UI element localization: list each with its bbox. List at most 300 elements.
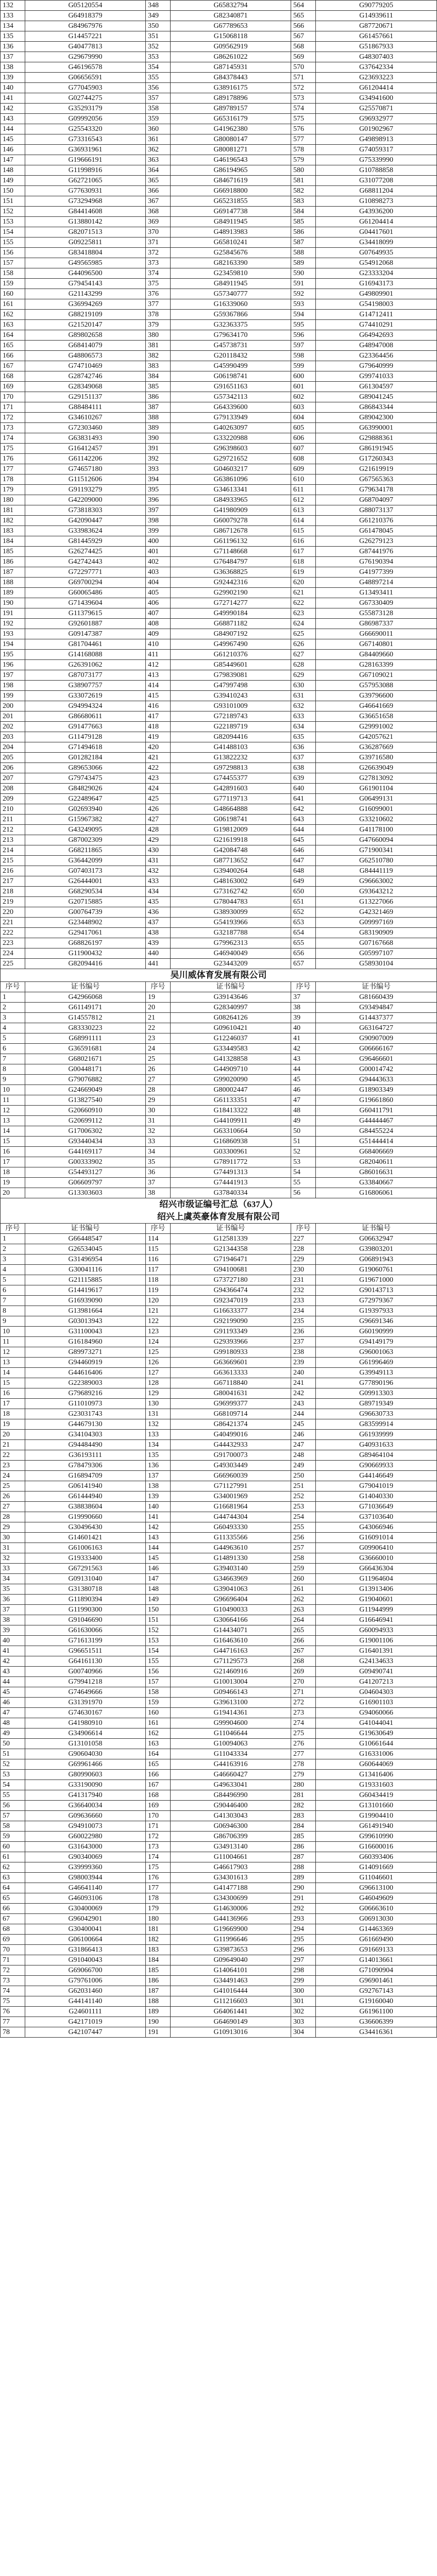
certificate-number: G41044041: [316, 1718, 437, 1728]
certificate-number: G68811204: [316, 186, 437, 196]
row-number: 174: [146, 1852, 171, 1862]
row-number: 431: [146, 856, 171, 866]
certificate-number: G79634178: [316, 485, 437, 495]
certificate-number: G41328858: [171, 1054, 291, 1064]
certificate-number: G11046644: [171, 1728, 291, 1739]
row-number: 389: [146, 423, 171, 433]
table-row: [1, 1708, 437, 1718]
header-num: 序号: [146, 1224, 171, 1234]
table-row: [1, 227, 437, 238]
certificate-number: G63310664: [171, 1126, 291, 1137]
row-number: 399: [146, 526, 171, 536]
row-number: 59: [1, 1832, 25, 1842]
certificate-number: G60393406: [316, 1852, 437, 1862]
certificate-number: G54193966: [171, 918, 291, 928]
table-row: [1, 784, 437, 794]
table-row: [1, 495, 437, 505]
certificate-number: G81660439: [316, 992, 437, 1003]
certificate-number: G19414361: [171, 1708, 291, 1718]
row-number: 46: [1, 1698, 25, 1708]
certificate-number: G03013943: [25, 1316, 146, 1327]
table-row: [1, 1306, 437, 1316]
header-cert: 证书编号: [25, 982, 146, 992]
certificate-number: G74410291: [316, 320, 437, 330]
certificate-number: G38930099: [171, 907, 291, 918]
certificate-number: G16943173: [316, 279, 437, 289]
certificate-number: G48947008: [316, 341, 437, 351]
row-number: 2: [1, 1003, 25, 1013]
certificate-number: G55873128: [316, 608, 437, 619]
row-number: 24: [1, 1471, 25, 1481]
table-row: [1, 42, 437, 52]
certificate-number: G91046690: [25, 1615, 146, 1625]
table-row: [1, 392, 437, 402]
row-number: 600: [291, 371, 316, 382]
certificate-number: G09466143: [171, 1687, 291, 1698]
certificate-number: G89464104: [316, 1450, 437, 1461]
certificate-number: G34610267: [25, 413, 146, 423]
table-row: [1, 330, 437, 341]
row-number: 268: [291, 1656, 316, 1667]
row-number: 358: [146, 104, 171, 114]
table-row: [1, 588, 437, 598]
row-number: 413: [146, 670, 171, 681]
row-number: 27: [1, 1502, 25, 1512]
row-number: 238: [291, 1347, 316, 1358]
row-number: 598: [291, 351, 316, 361]
certificate-number: G89802658: [25, 330, 146, 341]
row-number: 353: [146, 52, 171, 62]
certificate-number: G37840334: [171, 1188, 291, 1198]
row-number: 644: [291, 825, 316, 835]
certificate-number: G20118432: [171, 351, 291, 361]
row-number: 161: [146, 1718, 171, 1728]
certificate-number: G92601887: [25, 619, 146, 629]
table-row: [1, 258, 437, 268]
row-number: 134: [146, 1440, 171, 1450]
certificate-number: G61457661: [316, 31, 437, 42]
row-number: 54: [291, 1167, 316, 1178]
section-title: 绍兴上虞英豪体育发展有限公司: [0, 1211, 437, 1223]
certificate-number: G46617903: [171, 1862, 291, 1873]
certificate-number: G73316543: [25, 134, 146, 145]
table-row: [1, 1255, 437, 1265]
table-row: [1, 433, 437, 444]
certificate-number: G49967490: [171, 639, 291, 650]
row-number: 228: [291, 1244, 316, 1255]
table-row: [1, 794, 437, 804]
certificate-number: G63990001: [316, 423, 437, 433]
section-title: 绍兴市级证编号汇总（637人）: [0, 1198, 437, 1211]
row-number: 601: [291, 382, 316, 392]
certificate-number: G72714277: [171, 598, 291, 608]
table-row: [1, 1512, 437, 1522]
certificate-number: G77045903: [25, 83, 146, 93]
certificate-number: G48897214: [316, 578, 437, 588]
certificate-number: G29417061: [25, 928, 146, 938]
certificate-number: G06946300: [171, 1821, 291, 1832]
certificate-number: G28163399: [316, 660, 437, 670]
certificate-number: G21143299: [25, 289, 146, 299]
row-number: 137: [1, 52, 25, 62]
certificate-number: G23031743: [25, 1409, 146, 1419]
certificate-number: G05120554: [25, 1, 146, 11]
certificate-number: G89178896: [171, 93, 291, 104]
certificate-number: G09490741: [316, 1667, 437, 1677]
certificate-number: G20660910: [25, 1106, 146, 1116]
row-number: 619: [291, 567, 316, 578]
row-number: 252: [291, 1492, 316, 1502]
table-row: [1, 134, 437, 145]
row-number: 377: [146, 299, 171, 310]
certificate-number: G79743475: [25, 773, 146, 784]
row-number: 368: [146, 207, 171, 217]
certificate-number: G39410243: [171, 691, 291, 701]
certificate-number: G41016444: [171, 1986, 291, 1996]
row-number: 405: [146, 588, 171, 598]
table-row: [1, 464, 437, 474]
row-number: 224: [1, 948, 25, 959]
table-row: [1, 1419, 437, 1430]
table-row: [1, 1924, 437, 1935]
table-row: [1, 639, 437, 650]
certificate-number: G64918379: [25, 11, 146, 21]
table-row: [1, 1265, 437, 1275]
row-number: 160: [1, 289, 25, 299]
certificate-number: G16901103: [316, 1698, 437, 1708]
certificate-number: G32187788: [171, 928, 291, 938]
row-number: 439: [146, 938, 171, 948]
row-number: 577: [291, 134, 316, 145]
certificate-number: G74710469: [25, 361, 146, 371]
row-number: 180: [146, 1914, 171, 1924]
table-row: [1, 1801, 437, 1811]
certificate-number: G67565363: [316, 474, 437, 485]
certificate-number: G40263097: [171, 423, 291, 433]
row-number: 419: [146, 732, 171, 742]
row-number: 244: [291, 1409, 316, 1419]
certificate-number: G14064101: [171, 1965, 291, 1976]
row-number: 234: [291, 1306, 316, 1316]
row-number: 147: [1, 155, 25, 165]
row-number: 632: [291, 701, 316, 711]
certificate-number: G14939611: [316, 11, 437, 21]
row-number: 27: [146, 1075, 171, 1085]
table-row: [1, 371, 437, 382]
row-number: 135: [146, 1450, 171, 1461]
row-number: 625: [291, 629, 316, 639]
row-number: 230: [291, 1265, 316, 1275]
row-number: 589: [291, 258, 316, 268]
certificate-number: G14437377: [316, 1013, 437, 1023]
row-number: 136: [146, 1461, 171, 1471]
row-number: 382: [146, 351, 171, 361]
certificate-number: G39803201: [316, 1244, 437, 1255]
certificate-number: G60079278: [171, 516, 291, 526]
row-number: 190: [1, 598, 25, 608]
certificate-number: G11335566: [171, 1533, 291, 1543]
certificate-number: G84911945: [171, 279, 291, 289]
row-number: 77: [1, 2017, 25, 2027]
row-number: 352: [146, 42, 171, 52]
certificate-number: G60411791: [316, 1106, 437, 1116]
row-number: 6: [1, 1044, 25, 1054]
certificate-number: G36994269: [25, 299, 146, 310]
row-number: 381: [146, 341, 171, 351]
row-number: 142: [1, 104, 25, 114]
row-number: 219: [1, 897, 25, 907]
certificate-number: G46940049: [171, 948, 291, 959]
row-number: 420: [146, 742, 171, 753]
certificate-number: G91040043: [25, 1955, 146, 1965]
certificate-number: G66918800: [171, 186, 291, 196]
row-number: 172: [1, 413, 25, 423]
certificate-number: G94149179: [316, 1337, 437, 1347]
certificate-number: G33449583: [171, 1044, 291, 1054]
row-number: 276: [291, 1739, 316, 1749]
certificate-number: G33210602: [316, 815, 437, 825]
certificate-number: G11379615: [25, 608, 146, 619]
row-number: 565: [291, 11, 316, 21]
table-row: [1, 1157, 437, 1167]
certificate-number: G84933965: [171, 495, 291, 505]
certificate-number: G21115885: [25, 1275, 146, 1285]
table-row: [1, 1945, 437, 1955]
row-number: 386: [146, 392, 171, 402]
table-row: [1, 289, 437, 299]
certificate-number: G93643212: [316, 887, 437, 897]
table-row: [1, 1481, 437, 1492]
row-number: 19: [1, 1178, 25, 1188]
row-number: 213: [1, 835, 25, 845]
row-number: 52: [1, 1759, 25, 1770]
row-number: 410: [146, 639, 171, 650]
row-number: 232: [291, 1285, 316, 1296]
certificate-number: G47997498: [171, 681, 291, 691]
certificate-number: G68290534: [25, 887, 146, 897]
row-number: 633: [291, 711, 316, 722]
certificate-number: G11010973: [25, 1399, 146, 1409]
row-number: 223: [1, 938, 25, 948]
certificate-number: G89653066: [25, 763, 146, 773]
certificate-number: G19661860: [316, 1095, 437, 1106]
row-number: 404: [146, 578, 171, 588]
certificate-number: G11996646: [171, 1935, 291, 1945]
row-number: 22: [146, 1023, 171, 1033]
row-number: 390: [146, 433, 171, 444]
certificate-number: G30400041: [25, 1924, 146, 1935]
row-number: 417: [146, 711, 171, 722]
row-number: 175: [146, 1862, 171, 1873]
certificate-number: G86194965: [171, 165, 291, 176]
row-number: 277: [291, 1749, 316, 1759]
id-table: [0, 1223, 437, 2038]
certificate-number: G42209000: [25, 495, 146, 505]
row-number: 596: [291, 330, 316, 341]
table-row: [1, 1033, 437, 1044]
certificate-number: G20699112: [25, 1116, 146, 1126]
certificate-number: G84496990: [171, 1790, 291, 1801]
table-row: [1, 1399, 437, 1409]
certificate-number: G86987337: [316, 619, 437, 629]
certificate-number: G96999377: [171, 1399, 291, 1409]
certificate-number: G29721652: [171, 454, 291, 464]
row-number: 42: [1, 1656, 25, 1667]
row-number: 618: [291, 557, 316, 567]
certificate-number: G83599914: [316, 1419, 437, 1430]
row-number: 239: [291, 1358, 316, 1368]
certificate-number: G01282184: [25, 753, 146, 763]
row-number: 435: [146, 897, 171, 907]
table-row: [1, 1471, 437, 1481]
certificate-number: G48913983: [171, 227, 291, 238]
row-number: 273: [291, 1708, 316, 1718]
table-row: [1, 547, 437, 557]
table-row: [1, 1358, 437, 1368]
row-number: 119: [146, 1285, 171, 1296]
certificate-number: G88073137: [316, 505, 437, 516]
row-number: 586: [291, 227, 316, 238]
row-number: 184: [146, 1955, 171, 1965]
certificate-number: G34001969: [171, 1492, 291, 1502]
table-row: [1, 73, 437, 83]
row-number: 193: [1, 629, 25, 639]
certificate-number: G38838604: [25, 1502, 146, 1512]
row-number: 163: [1, 320, 25, 330]
row-number: 294: [291, 1924, 316, 1935]
certificate-number: G36931961: [25, 145, 146, 155]
certificate-number: G34416361: [316, 2027, 437, 2038]
row-number: 129: [146, 1388, 171, 1399]
row-number: 132: [146, 1419, 171, 1430]
table-row: [1, 1790, 437, 1801]
row-number: 611: [291, 485, 316, 495]
row-number: 26: [146, 1064, 171, 1075]
table-row: [1, 1986, 437, 1996]
row-number: 4: [1, 1023, 25, 1033]
certificate-number: G80990603: [25, 1770, 146, 1780]
row-number: 15: [1, 1378, 25, 1388]
table-row: [1, 207, 437, 217]
header-num: 序号: [291, 982, 316, 992]
certificate-number: G40931633: [316, 1440, 437, 1450]
certificate-number: G11990300: [25, 1605, 146, 1615]
row-number: 620: [291, 578, 316, 588]
row-number: 627: [291, 650, 316, 660]
certificate-number: G60434419: [316, 1790, 437, 1801]
table-row: [1, 1615, 437, 1625]
certificate-number: G64161130: [25, 1656, 146, 1667]
table-row: [1, 1285, 437, 1296]
row-number: 43: [291, 1054, 316, 1064]
row-number: 639: [291, 773, 316, 784]
table-row: [1, 1054, 437, 1064]
row-number: 581: [291, 176, 316, 186]
row-number: 151: [1, 196, 25, 207]
certificate-number: G77119713: [171, 794, 291, 804]
row-number: 437: [146, 918, 171, 928]
certificate-number: G71439604: [25, 598, 146, 608]
certificate-number: G20715885: [25, 897, 146, 907]
row-number: 198: [1, 681, 25, 691]
row-number: 41: [1, 1646, 25, 1656]
row-number: 57: [1, 1811, 25, 1821]
table-row: [1, 1116, 437, 1126]
row-number: 185: [146, 1965, 171, 1976]
row-number: 45: [1, 1687, 25, 1698]
row-number: 430: [146, 845, 171, 856]
row-number: 590: [291, 268, 316, 279]
row-number: 142: [146, 1522, 171, 1533]
header-cert: 证书编号: [171, 982, 291, 992]
row-number: 13: [1, 1358, 25, 1368]
certificate-number: G13303603: [25, 1188, 146, 1198]
table-row: [1, 402, 437, 413]
certificate-number: G11890394: [25, 1595, 146, 1605]
certificate-number: G13416406: [316, 1770, 437, 1780]
certificate-number: G61669490: [316, 1935, 437, 1945]
row-number: 427: [146, 815, 171, 825]
row-number: 597: [291, 341, 316, 351]
certificate-number: G09913303: [316, 1388, 437, 1399]
table-row: [1, 1492, 437, 1502]
certificate-number: G36651658: [316, 711, 437, 722]
table-row: [1, 155, 437, 165]
row-number: 187: [1, 567, 25, 578]
certificate-number: G65231855: [171, 196, 291, 207]
table-row: [1, 2027, 437, 2038]
certificate-number: G42057621: [316, 732, 437, 742]
table-row: [1, 887, 437, 897]
certificate-number: G96901461: [316, 1976, 437, 1986]
row-number: 168: [146, 1790, 171, 1801]
row-number: 621: [291, 588, 316, 598]
row-number: 191: [146, 2027, 171, 2038]
row-number: 240: [291, 1368, 316, 1378]
certificate-number: G91193279: [25, 485, 146, 495]
row-number: 37: [291, 992, 316, 1003]
certificate-number: G79041019: [316, 1481, 437, 1492]
row-number: 40: [291, 1023, 316, 1033]
certificate-number: G13227066: [316, 897, 437, 907]
row-number: 421: [146, 753, 171, 763]
table-row: [1, 1137, 437, 1147]
table-row: [1, 1553, 437, 1564]
certificate-number: G82071513: [25, 227, 146, 238]
certificate-number: G60094933: [316, 1625, 437, 1636]
table-row: [1, 1296, 437, 1306]
certificate-number: G39716580: [316, 753, 437, 763]
row-number: 30: [146, 1106, 171, 1116]
certificate-number: G40477813: [25, 42, 146, 52]
row-number: 78: [1, 2027, 25, 2038]
certificate-number: G92442316: [171, 578, 291, 588]
table-row: [1, 526, 437, 536]
table-row: [1, 413, 437, 423]
row-number: 371: [146, 238, 171, 248]
table-row: [1, 629, 437, 639]
row-number: 33: [1, 1564, 25, 1574]
row-number: 144: [146, 1543, 171, 1553]
certificate-number: G74455377: [171, 773, 291, 784]
row-number: 575: [291, 114, 316, 124]
table-row: [1, 835, 437, 845]
certificate-number: G86421374: [171, 1419, 291, 1430]
table-row: [1, 660, 437, 670]
table-row: [1, 1409, 437, 1419]
row-number: 4: [1, 1265, 25, 1275]
row-number: 200: [1, 701, 25, 711]
